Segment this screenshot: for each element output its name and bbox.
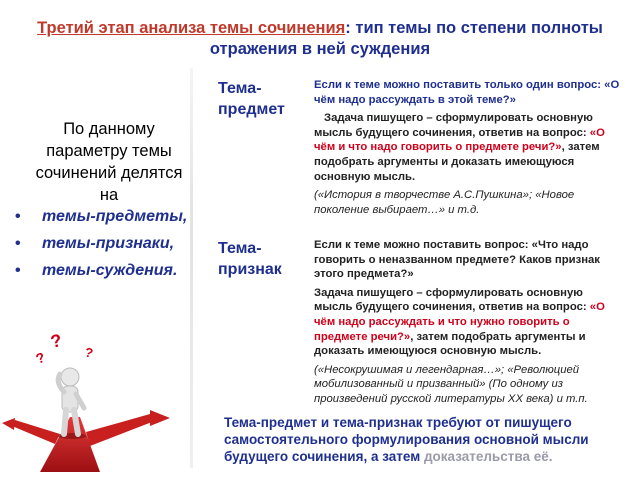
question-mark-icon: ? [33, 348, 48, 367]
left-heading: По данному параметру темы сочинений делятся на [35, 120, 183, 204]
topic-subject-condition: Если к теме можно поставить только один вопрос: «О чём надо рассуждать в этой теме?» [314, 79, 620, 106]
topic-subject-label: Тема-предмет [218, 80, 285, 118]
bullet-icon: • [15, 235, 21, 252]
topic-subject-task: Задача пишущего – сформулировать основную мысль будущего сочинения, ответив на вопрос: «О чём и что надо говорить о предмете речи?», затем подобрать аргументы и доказать имеющуюся основную мысль. [314, 112, 605, 183]
topic-type-list [12, 206, 190, 287]
bottom-summary: Тема-предмет и тема-признак требуют от пишущего самостоятельного формулирования основной мысли будущего сочинения, а затем доказательства её. [224, 415, 589, 464]
question-mark-icon: ? [48, 330, 64, 352]
question-mark-icon: ? [83, 344, 95, 361]
topic-feature-description [314, 238, 620, 411]
person-head [61, 368, 79, 386]
topic-feature-condition: Если к теме можно поставить вопрос: «Что надо говорить о неназванном предмете? Каков признак этого предмета?» [314, 239, 600, 281]
topic-subject-examples: («История в творчестве А.С.Пушкина»; «Новое поколение выбирает…» и т.д. [314, 189, 575, 216]
bullet-icon: • [15, 208, 21, 225]
bullet-icon: • [15, 262, 21, 279]
road-right-branch [86, 414, 152, 446]
topic-feature-label: Тема-признак [218, 240, 282, 278]
arrow-left-icon [2, 418, 15, 430]
list-item: • темы-признаки, [12, 233, 190, 255]
arrow-right-icon [150, 410, 170, 426]
topic-subject-description [314, 78, 620, 221]
topic-feature-task: Задача пишущего – сформулировать основную мысль будущего сочинения, ответив на вопрос: «О чём надо рассуждать и что нужно говорить о предмете речи?», затем подобрать аргументы и доказать имеющуюся основную мысль. [314, 286, 605, 358]
page-title [10, 18, 630, 60]
road-left-branch [12, 420, 60, 444]
list-item: • темы-предметы, [12, 206, 190, 228]
title-highlight: Третий этап анализа темы сочинения [37, 19, 346, 37]
thinking-person-illustration [0, 322, 185, 477]
topic-feature-examples: («Несокрушимая и легендарная…»; «Революцией мобилизованный и призванный» (По одному из произведений русской литературы XX века) и т.п. [314, 363, 588, 405]
list-item: • темы-суждения. [12, 260, 190, 282]
title-rest: : тип темы по степени полноты отражения в ней суждения [209, 19, 603, 58]
column-divider [190, 68, 193, 468]
